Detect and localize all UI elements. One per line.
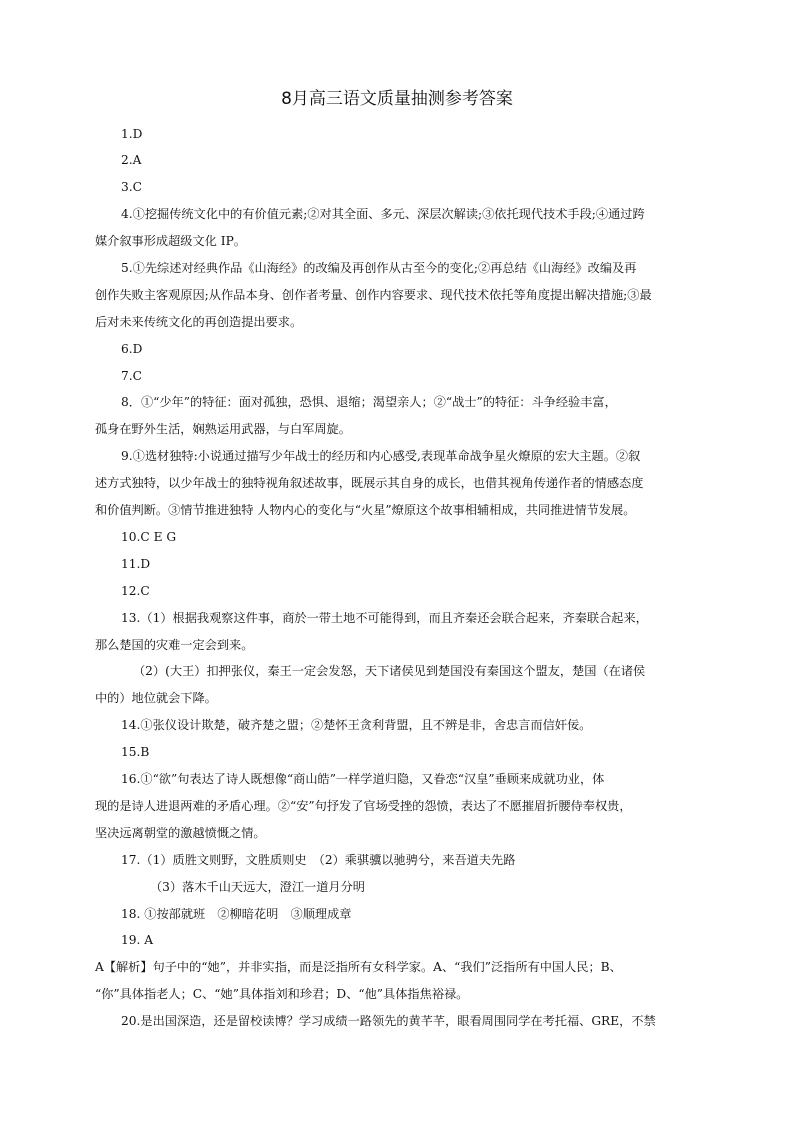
answer-line: 坚决远离朝堂的激越愤慨之情。	[95, 826, 266, 840]
answer-line: “你”具体指老人；C、“她”具体指刘和珍君；D、“他”具体指焦裕禄。	[95, 987, 469, 1001]
answer-line: 9.①选材独特:小说通过描写少年战士的经历和内心感受,表现革命战争星火燎原的宏大主题。②叙	[121, 449, 641, 463]
answer-line: 孤身在野外生活，娴熟运用武器，与白军周旋。	[95, 422, 351, 436]
answer-line: 后对未来传统文化的再创造提出要求。	[95, 315, 303, 329]
answer-line: 和价值判断。③情节推进独特 人物内心的变化与“火星”燎原这个故事相辅相成，共同推进情节发展。	[95, 503, 636, 517]
answer-line: 11.D	[121, 557, 151, 571]
answer-line: 16.①“欲”句表达了诗人既想像“商山皓”一样学道归隐，又眷恋“汉皇”垂顾来成就功业，体	[121, 772, 605, 786]
answer-line: 15.B	[121, 745, 150, 759]
answer-line: 10.C E G	[121, 530, 177, 544]
answer-line: 1.D	[121, 127, 143, 141]
answer-line: 4.①挖掘传统文化中的有价值元素;②对其全面、多元、深层次解读;③依托现代技术手段;④通过跨	[121, 207, 645, 221]
answer-line: 20.是出国深造，还是留校读博？学习成绩一路领先的黄芊芊，眼看周围同学在考托福、GRE，不禁	[121, 1014, 656, 1028]
answer-line: 3.C	[121, 180, 142, 194]
answer-line: A【解析】句子中的“她”，并非实指，而是泛指所有女科学家。A、“我们”泛指所有中国人民；B、	[95, 960, 622, 974]
answer-line: （2）(大王）扣押张仪，秦王一定会发怒，天下诸侯见到楚国没有秦国这个盟友，楚国（在诸侯	[133, 664, 646, 678]
answer-line: （3）落木千山天远大，澄江一道月分明	[150, 880, 365, 894]
answer-line: 17.（1）质胜文则野，文胜质则史 （2）乘骐骥以驰骋兮，来吾道夫先路	[121, 853, 516, 867]
answer-line: 2.A	[121, 153, 142, 167]
answer-line: 述方式独特，以少年战士的独特视角叙述故事，既展示其自身的成长，也借其视角传递作者的情感态度	[95, 476, 644, 490]
answer-line: 中的）地位就会下降。	[95, 691, 217, 705]
answer-line: 13.（1）根据我观察这件事，商於一带土地不可能得到，而且齐秦还会联合起来，齐秦联合起来，	[121, 611, 648, 625]
answer-line: 19. A	[121, 933, 154, 947]
page-title: 8月高三语文质量抽测参考答案	[281, 89, 513, 109]
answer-line: 7.C	[121, 369, 142, 383]
answer-line: 5.①先综述对经典作品《山海经》的改编及再创作从古至今的变化;②再总结《山海经》改编及再	[121, 261, 637, 275]
answer-line: 14.①张仪设计欺楚，破齐楚之盟；②楚怀王贪利背盟，且不辨是非，舍忠言而信奸佞。	[121, 718, 592, 732]
answer-line: 6.D	[121, 342, 143, 356]
answer-line: 8．①“少年”的特征：面对孤独，恐惧、退缩；渴望亲人；②“战士”的特征：斗争经验丰富，	[121, 395, 617, 409]
answer-line: 媒介叙事形成超级文化 IP。	[95, 234, 246, 248]
answer-line: 现的是诗人进退两难的矛盾心理。②“安”句抒发了官场受挫的怨愤，表达了不愿摧眉折腰侍奉权贵，	[95, 799, 632, 813]
answer-line: 创作失败主客观原因;从作品本身、创作者考量、创作内容要求、现代技术依托等角度提出解决措施;③最	[95, 288, 652, 302]
answer-line: 18. ①按部就班 ②柳暗花明 ③顺理成章	[121, 907, 352, 921]
answer-line: 那么楚国的灾难一定会到来。	[95, 638, 254, 652]
answer-line: 12.C	[121, 584, 150, 598]
